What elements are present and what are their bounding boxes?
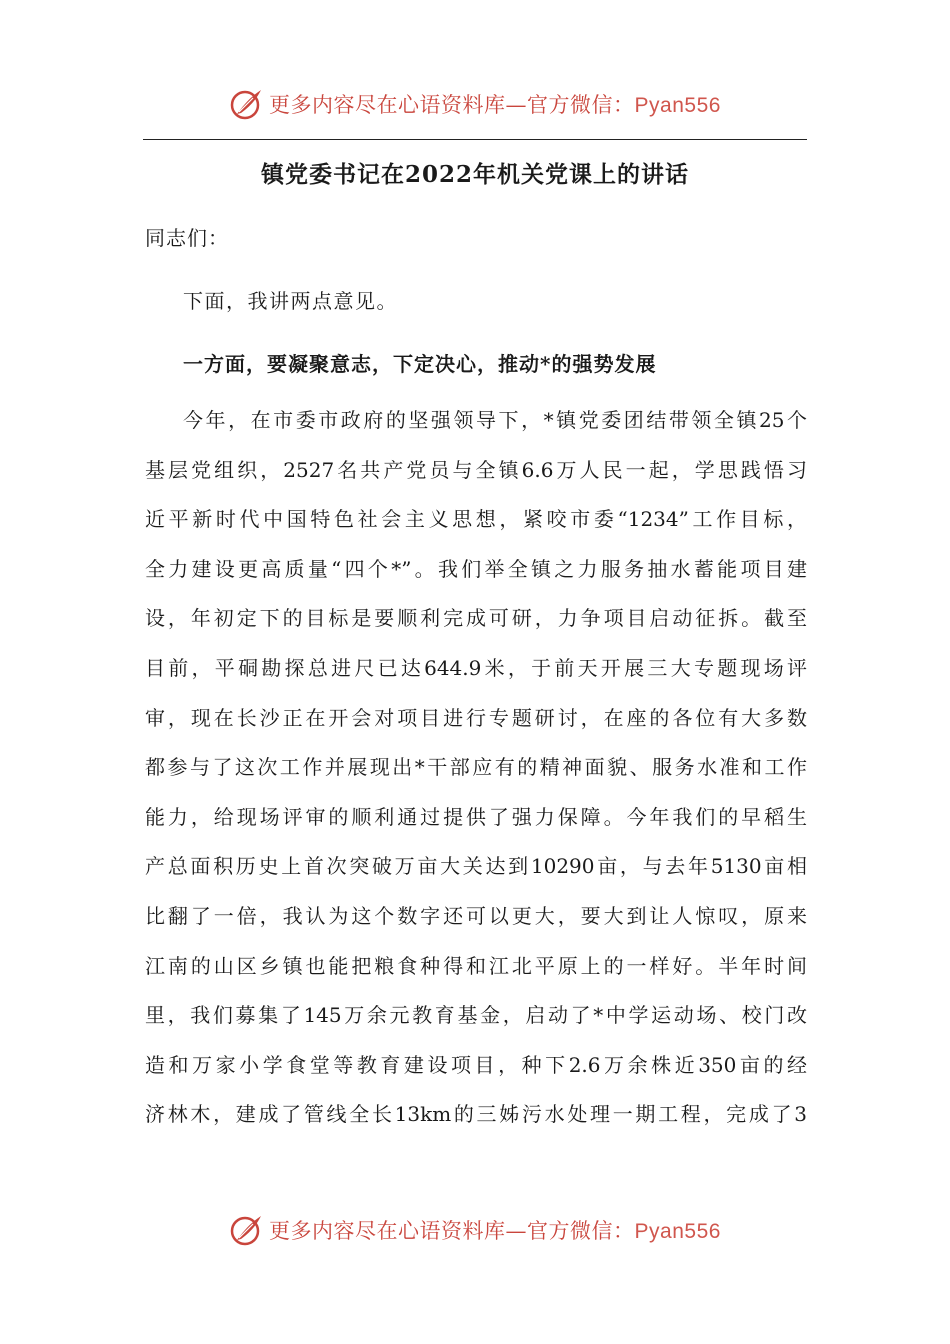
watermark-text <box>269 1215 721 1245</box>
watermark-header <box>0 84 950 124</box>
watermark-text <box>269 89 721 119</box>
quill-logo-icon <box>229 86 265 122</box>
body-line: 基层党组织，2527名共产党员与全镇6.6万人民一起，学思践悟习 <box>145 457 807 482</box>
watermark-label: 更多内容尽在心语资料库—官方微信： <box>269 93 635 117</box>
watermark-handle: Pyan556 <box>634 94 721 117</box>
body-line: 济林木，建成了管线全长13km的三姊污水处理一期工程，完成了3 <box>145 1102 807 1127</box>
salutation: 同志们： <box>145 226 229 250</box>
header-divider <box>143 139 807 140</box>
body-line: 设，年初定下的目标是要顺利完成可研，力争项目启动征拆。截至 <box>145 606 807 631</box>
body-line: 江南的山区乡镇也能把粮食种得和江北平原上的一样好。半年时间 <box>145 953 807 978</box>
intro-paragraph: 下面，我讲两点意见。 <box>183 289 398 313</box>
section-heading: 一方面，要凝聚意志，下定决心，推动*的强势发展 <box>183 352 657 376</box>
body-line: 审，现在长沙正在开会对项目进行专题研讨，在座的各位有大多数 <box>145 705 807 730</box>
body-line: 近平新时代中国特色社会主义思想，紧咬市委“1234”工作目标， <box>145 507 807 532</box>
body-line: 都参与了这次工作并展现出*干部应有的精神面貌、服务水准和工作 <box>145 755 807 780</box>
body-line: 造和万家小学食堂等教育建设项目，种下2.6万余株近350亩的经 <box>145 1052 807 1077</box>
watermark-handle: Pyan556 <box>634 1220 721 1243</box>
body-line: 能力，给现场评审的顺利通过提供了强力保障。今年我们的早稻生 <box>145 804 807 829</box>
body-line: 目前，平硐勘探总进尺已达644.9米，于前天开展三大专题现场评 <box>145 655 807 680</box>
document-title: 镇党委书记在2022年机关党课上的讲话 <box>260 161 689 188</box>
body-line: 产总面积历史上首次突破万亩大关达到10290亩，与去年5130亩相 <box>145 854 807 879</box>
watermark-label: 更多内容尽在心语资料库—官方微信： <box>269 1219 635 1243</box>
quill-logo-icon <box>229 1212 265 1248</box>
body-line: 全力建设更高质量“四个*”。我们举全镇之力服务抽水蓄能项目建 <box>145 556 807 581</box>
body-line: 今年，在市委市政府的坚强领导下，*镇党委团结带领全镇25个 <box>183 408 807 432</box>
watermark-footer <box>0 1210 950 1250</box>
body-paragraph <box>145 396 807 1140</box>
body-line: 里，我们募集了145万余元教育基金，启动了*中学运动场、校门改 <box>145 1003 807 1028</box>
body-line: 比翻了一倍，我认为这个数字还可以更大，要大到让人惊叹，原来 <box>145 903 807 928</box>
